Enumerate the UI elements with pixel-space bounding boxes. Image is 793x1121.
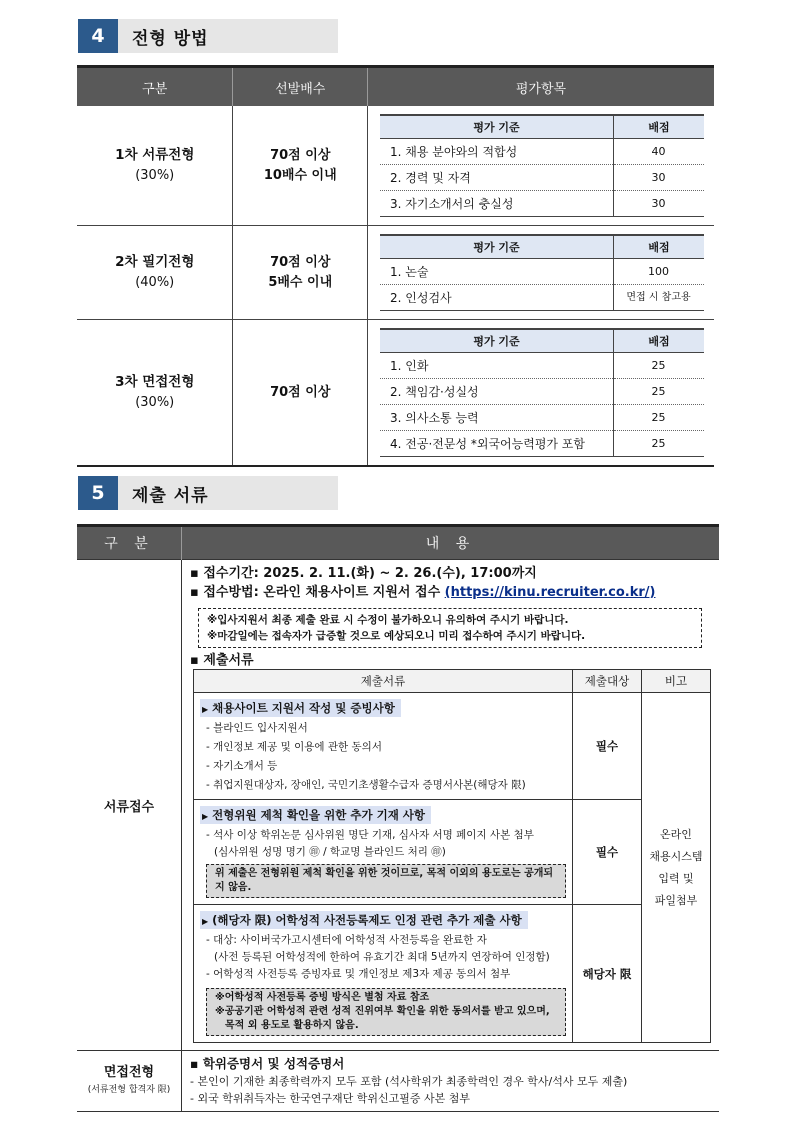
list-item: - 취업지원대상자, 장애인, 국민기초생활수급자 증명서사본(해당자 限) [206, 779, 526, 791]
doc-remark [642, 693, 711, 1043]
criteria-points: 25 [614, 431, 705, 457]
evaluation-criteria-table [380, 234, 704, 311]
note-box [206, 988, 566, 1036]
section-5-header [78, 476, 338, 510]
selection-ratio: 5배수 이내 [268, 274, 333, 290]
stage-name: 2차 필기전형 [115, 254, 195, 270]
criteria-points: 30 [614, 191, 705, 217]
notice-line: ※마감일에는 접속자가 급증할 것으로 예상되오니 미리 접수하여 주시기 바랍니다. [207, 630, 586, 642]
triangle-right-icon: ▶ [202, 812, 209, 821]
doc-target: 필수 [573, 693, 642, 800]
criteria-points: 25 [614, 405, 705, 431]
stage-name: 1차 서류전형 [115, 147, 195, 163]
doc-target: 필수 [573, 800, 642, 905]
table-row [77, 106, 714, 226]
points-header: 배점 [614, 115, 705, 139]
row-label: 서류접수 [77, 560, 182, 1051]
stage-name: 3차 면접전형 [115, 374, 195, 390]
criteria-points: 100 [614, 259, 705, 285]
table-row [77, 226, 714, 320]
criteria-label: 1. 인화 [380, 353, 614, 379]
list-item [380, 353, 704, 379]
section-number: 4 [78, 19, 118, 53]
evaluation-criteria-table [380, 328, 704, 457]
stage-score-cell [233, 226, 368, 320]
list-item: (사전 등록된 어학성적에 한하여 유효기간 최대 5년까지 연장하여 인정함) [214, 951, 550, 963]
list-item: - 본인이 기재한 최종학력까지 모두 포함 (석사학위가 최종학력인 경우 학사/석사 모두 제출) [190, 1075, 628, 1088]
docs-col-header: 제출대상 [573, 670, 642, 693]
list-item [380, 191, 704, 217]
stage-name-cell [77, 226, 233, 320]
triangle-right-icon: ▶ [202, 917, 209, 926]
stage-weight: (40%) [135, 275, 175, 290]
evaluation-cell [368, 106, 715, 226]
selection-ratio: 10배수 이내 [263, 167, 337, 183]
group-title [200, 806, 431, 824]
criteria-label: 1. 논술 [380, 259, 614, 285]
row-label: 면접전형 [103, 1064, 155, 1080]
criteria-label: 2. 경력 및 자격 [380, 165, 614, 191]
criteria-header: 평가 기준 [380, 329, 614, 353]
min-score: 70점 이상 [270, 147, 331, 163]
docs-col-header: 제출서류 [194, 670, 573, 693]
list-item [380, 285, 704, 311]
list-item: - 개인정보 제공 및 이용에 관한 동의서 [206, 741, 382, 753]
list-item: - 외국 학위취득자는 한국연구재단 학위신고필증 사본 첨부 [190, 1092, 470, 1105]
evaluation-cell [368, 320, 715, 467]
row-sublabel: (서류전형 합격자 限) [87, 1084, 171, 1095]
col-header-content: 내 용 [182, 526, 720, 560]
notice-line: ※입사지원서 최종 제출 완료 시 수정이 불가하오니 유의하여 주시기 바랍니다. [207, 614, 569, 626]
points-header: 배점 [614, 235, 705, 259]
list-item: - 자기소개서 등 [206, 760, 278, 772]
table-row [194, 693, 711, 800]
list-item [380, 165, 704, 191]
recruit-site-link[interactable]: (https://kinu.recruiter.co.kr/) [444, 585, 656, 600]
remark-line: 입력 및 [658, 871, 694, 885]
criteria-label: 1. 채용 분야와의 적합성 [380, 139, 614, 165]
method-text: ▪ 접수방법: 온라인 채용사이트 지원서 접수 [190, 585, 441, 600]
doc-group [194, 800, 573, 905]
criteria-label: 4. 전공·전문성 *외국어능력평가 포함 [390, 437, 585, 451]
criteria-label: 3. 의사소통 능력 [380, 405, 614, 431]
criteria-header: 평가 기준 [380, 235, 614, 259]
notice-box [198, 608, 702, 648]
submission-documents-table [77, 524, 719, 1112]
stage-weight: (30%) [135, 168, 175, 183]
documents-table [193, 669, 711, 1043]
list-item: (심사위원 성명 명기 ㊞ / 학교명 블라인드 처리 ㊞) [214, 846, 446, 858]
criteria-points: 30 [614, 165, 705, 191]
criteria-points: 25 [614, 353, 705, 379]
table-row [77, 1051, 719, 1112]
stage-score-cell [233, 106, 368, 226]
stage-name-cell [77, 106, 233, 226]
col-header-category: 구 분 [77, 526, 182, 560]
criteria-points: 면접 시 참고용 [614, 285, 705, 311]
section-number: 5 [78, 476, 118, 510]
list-item: - 블라인드 입사지원서 [206, 722, 308, 734]
section-title: 전형 방법 [132, 28, 209, 49]
docs-title: ▪ 제출서류 [190, 653, 254, 668]
remark-line: 파일첨부 [654, 893, 698, 907]
list-item [380, 431, 704, 457]
docs-col-header: 비고 [642, 670, 711, 693]
criteria-label: 2. 책임감·성실성 [380, 379, 614, 405]
stage-name-cell [77, 320, 233, 467]
doc-group [194, 905, 573, 1043]
criteria-header: 평가 기준 [380, 115, 614, 139]
stage-weight: (30%) [135, 395, 175, 410]
col-header-ratio: 선발배수 [233, 67, 368, 107]
group-title-text: 채용사이트 지원서 작성 및 증빙사항 [212, 701, 395, 715]
points-header: 배점 [614, 329, 705, 353]
criteria-points: 25 [614, 379, 705, 405]
table-row [77, 320, 714, 467]
list-item: - 석사 이상 학위논문 심사위원 명단 기재, 심사자 서명 페이지 사본 첨부 [206, 829, 534, 841]
selection-method-table [77, 65, 714, 467]
group-title-text: 전형위원 제척 확인을 위한 추가 기재 사항 [212, 808, 426, 822]
triangle-right-icon: ▶ [202, 705, 209, 714]
note-line: 목적 외 용도로 활용하지 않음. [225, 1020, 359, 1031]
group-title [200, 699, 401, 717]
table-row [194, 905, 711, 1043]
section-title: 제출 서류 [132, 485, 209, 506]
note-box: 위 제출은 전형위원 제척 확인을 위한 것이므로, 목적 이외의 용도로는 공개되지 않음. [206, 864, 566, 898]
row-label-cell [77, 1051, 182, 1112]
note-line: ※공공기관 어학성적 관련 성적 진위여부 확인을 위한 동의서를 받고 있으며, [215, 1006, 550, 1017]
note-line: ※어학성적 사전등록 증빙 방식은 별첨 자료 참조 [215, 992, 430, 1003]
col-header-category: 구분 [77, 67, 233, 107]
section-4-header [78, 19, 338, 53]
doc-group [194, 693, 573, 800]
list-item [380, 139, 704, 165]
evaluation-cell [368, 226, 715, 320]
remark-line: 온라인 [660, 827, 692, 841]
row-content [182, 1051, 720, 1112]
list-item: - 대상: 사이버국가고시센터에 어학성적 사전등록을 완료한 자 [206, 934, 487, 946]
interview-docs-title: ▪ 학위증명서 및 성적증명서 [190, 1056, 345, 1071]
row-content [182, 560, 720, 1051]
stage-score-cell [233, 320, 368, 467]
col-header-evaluation: 평가항목 [368, 67, 715, 107]
list-item [380, 405, 704, 431]
doc-target: 해당자 限 [573, 905, 642, 1043]
remark-line: 채용시스템 [649, 849, 703, 863]
list-item [380, 379, 704, 405]
group-title [200, 911, 528, 929]
min-score: 70점 이상 [270, 384, 331, 400]
criteria-label: 2. 인성검사 [390, 291, 452, 305]
criteria-points: 40 [614, 139, 705, 165]
criteria-label: 3. 자기소개서의 충실성 [390, 197, 514, 211]
list-item [380, 259, 704, 285]
list-item: - 어학성적 사전등록 증빙자료 및 개인정보 제3자 제공 동의서 첨부 [206, 968, 511, 980]
evaluation-criteria-table [380, 114, 704, 217]
min-score: 70점 이상 [270, 254, 331, 270]
application-period: ▪ 접수기간: 2025. 2. 11.(화) ~ 2. 26.(수), 17:00까지 [190, 566, 537, 581]
table-row [77, 560, 719, 1051]
group-title-text: (해당자 限) 어학성적 사전등록제도 인정 관련 추가 제출 사항 [212, 913, 522, 927]
application-method [190, 583, 711, 602]
table-row [194, 800, 711, 905]
